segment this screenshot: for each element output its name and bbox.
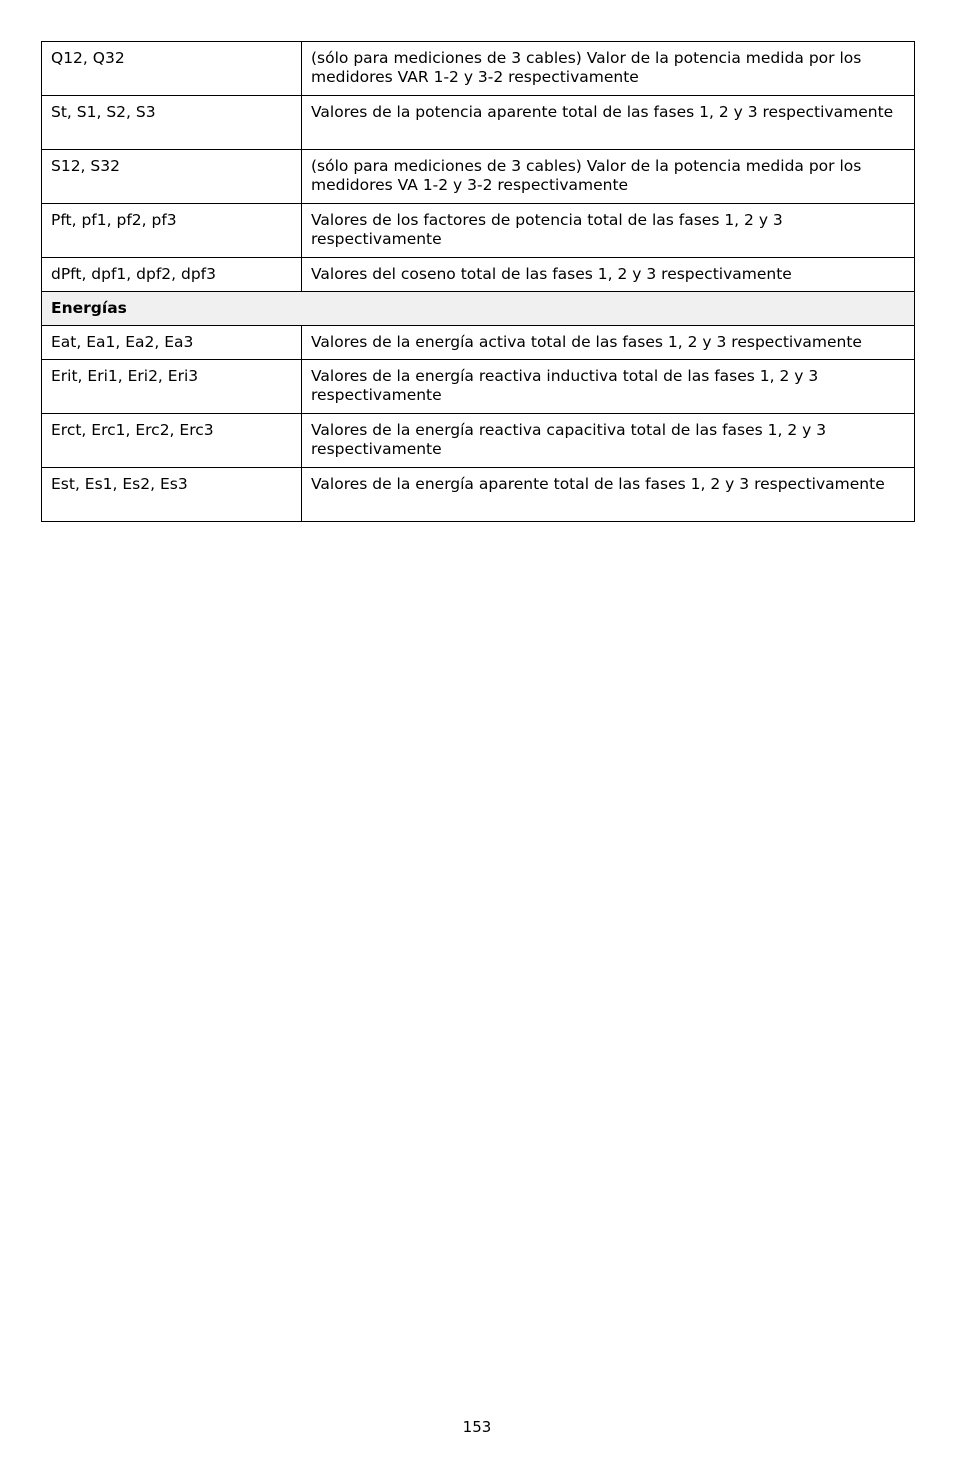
table-row [42,360,915,414]
table-row [42,96,915,150]
term-cell: Eat, Ea1, Ea2, Ea3 [42,326,302,360]
definitions-table [41,41,915,522]
description-cell: Valores de la energía aparente total de las fases 1, 2 y 3 respectivamente [302,468,915,522]
description-cell: Valores del coseno total de las fases 1, 2 y 3 respectivamente [302,258,915,292]
table-row [42,468,915,522]
description-cell: (sólo para mediciones de 3 cables) Valor de la potencia medida por los medidores VAR 1-2 y 3-2 respectivamente [302,42,915,96]
page-number: 153 [462,1418,492,1436]
table-row [42,326,915,360]
table-row [42,414,915,468]
section-title: Energías [42,292,915,326]
section-header-row [42,292,915,326]
description-cell: Valores de la energía reactiva inductiva total de las fases 1, 2 y 3 respectivamente [302,360,915,414]
table-row [42,204,915,258]
description-cell: Valores de la potencia aparente total de las fases 1, 2 y 3 respectivamente [302,96,915,150]
term-cell: Erct, Erc1, Erc2, Erc3 [42,414,302,468]
description-cell: (sólo para mediciones de 3 cables) Valor de la potencia medida por los medidores VA 1-2 y 3-2 respectivamente [302,150,915,204]
table-row [42,150,915,204]
term-cell: dPft, dpf1, dpf2, dpf3 [42,258,302,292]
table-row [42,258,915,292]
term-cell: Q12, Q32 [42,42,302,96]
term-cell: St, S1, S2, S3 [42,96,302,150]
description-cell: Valores de la energía reactiva capacitiva total de las fases 1, 2 y 3 respectivamente [302,414,915,468]
description-cell: Valores de los factores de potencia total de las fases 1, 2 y 3 respectivamente [302,204,915,258]
term-cell: S12, S32 [42,150,302,204]
term-cell: Est, Es1, Es2, Es3 [42,468,302,522]
description-cell: Valores de la energía activa total de las fases 1, 2 y 3 respectivamente [302,326,915,360]
term-cell: Erit, Eri1, Eri2, Eri3 [42,360,302,414]
table-row [42,42,915,96]
term-cell: Pft, pf1, pf2, pf3 [42,204,302,258]
